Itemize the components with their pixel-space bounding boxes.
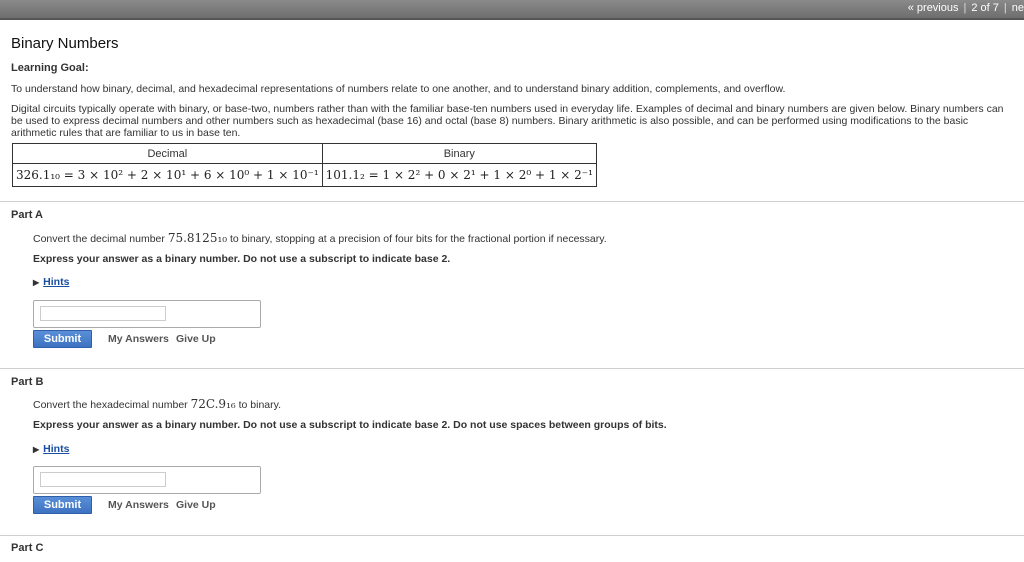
question-number: 72C.9₁₆ [190, 397, 236, 411]
part-c-title: Part C [11, 542, 44, 554]
part-b-answer-input[interactable] [40, 472, 166, 487]
intro-text: Digital circuits typically operate with binary, or base-two, numbers rather than with the familiar base-ten numbers used in everyday life. Examples of decimal and binary numbers are given below. Binary numbers can be used to express decimal numbers and other numbers such as hexadecimal (base 16) and octal (base 8) numbers. Binary arithmetic is also possible, and can be performed using modifications to the basic arithmetic rules that are familiar to us in base ten. [11, 103, 1004, 139]
decimal-example: 326.1₁₀ = 3 × 10² + 2 × 10¹ + 6 × 10⁰ + 1 × 10⁻¹ [13, 164, 323, 187]
binary-header: Binary [322, 144, 596, 164]
question-text: to binary. [235, 399, 282, 411]
section-divider [0, 368, 1024, 369]
part-b-title: Part B [11, 376, 44, 388]
page-title: Binary Numbers [11, 35, 119, 52]
triangle-right-icon: ▶ [33, 445, 40, 454]
previous-link[interactable]: « previous [907, 2, 959, 14]
part-b-submit-button[interactable]: Submit [33, 496, 92, 514]
part-b-instruction: Express your answer as a binary number. Do not use a subscript to indicate base 2. Do not use spaces between groups of bits. [33, 419, 667, 431]
section-divider [0, 201, 1024, 202]
triangle-right-icon: ▶ [33, 278, 40, 287]
part-a-instruction: Express your answer as a binary number. Do not use a subscript to indicate base 2. [33, 253, 451, 265]
nav-divider: | [1003, 2, 1007, 14]
example-table [12, 143, 597, 187]
part-a-answer-input[interactable] [40, 306, 166, 321]
top-bar [0, 0, 1024, 20]
part-a-my-answers-link[interactable]: My Answers [108, 333, 169, 345]
learning-goal-label: Learning Goal: [11, 62, 89, 74]
part-a-submit-button[interactable]: Submit [33, 330, 92, 348]
section-divider [0, 535, 1024, 536]
part-a-hints-toggle[interactable] [33, 276, 69, 288]
part-a-answer-box [33, 300, 261, 328]
hints-label: Hints [43, 276, 70, 288]
learning-goal-text: To understand how binary, decimal, and hexadecimal representations of numbers relate to one another, and to understand binary addition, complements, and overflow. [11, 83, 786, 95]
part-b-give-up-link[interactable]: Give Up [176, 499, 216, 511]
binary-example: 101.1₂ = 1 × 2² + 0 × 2¹ + 1 × 2⁰ + 1 × 2⁻¹ [322, 164, 596, 187]
part-b-my-answers-link[interactable]: My Answers [108, 499, 169, 511]
nav-divider: | [963, 2, 967, 14]
decimal-header: Decimal [13, 144, 323, 164]
question-text: Convert the hexadecimal number [33, 399, 191, 411]
part-a-question [33, 231, 607, 245]
part-a-title: Part A [11, 209, 43, 221]
part-b-question [33, 397, 281, 411]
part-a-give-up-link[interactable]: Give Up [176, 333, 216, 345]
question-text: to binary, stopping at a precision of four bits for the fractional portion if necessary. [227, 233, 607, 245]
part-b-answer-box [33, 466, 261, 494]
question-text: Convert the decimal number [33, 233, 168, 245]
next-link[interactable]: ne [1011, 2, 1024, 14]
page-position: 2 of 7 [971, 2, 999, 14]
question-number: 75.8125₁₀ [167, 231, 228, 245]
hints-label: Hints [43, 443, 70, 455]
part-b-hints-toggle[interactable] [33, 443, 69, 455]
pagination-nav [908, 2, 1024, 14]
